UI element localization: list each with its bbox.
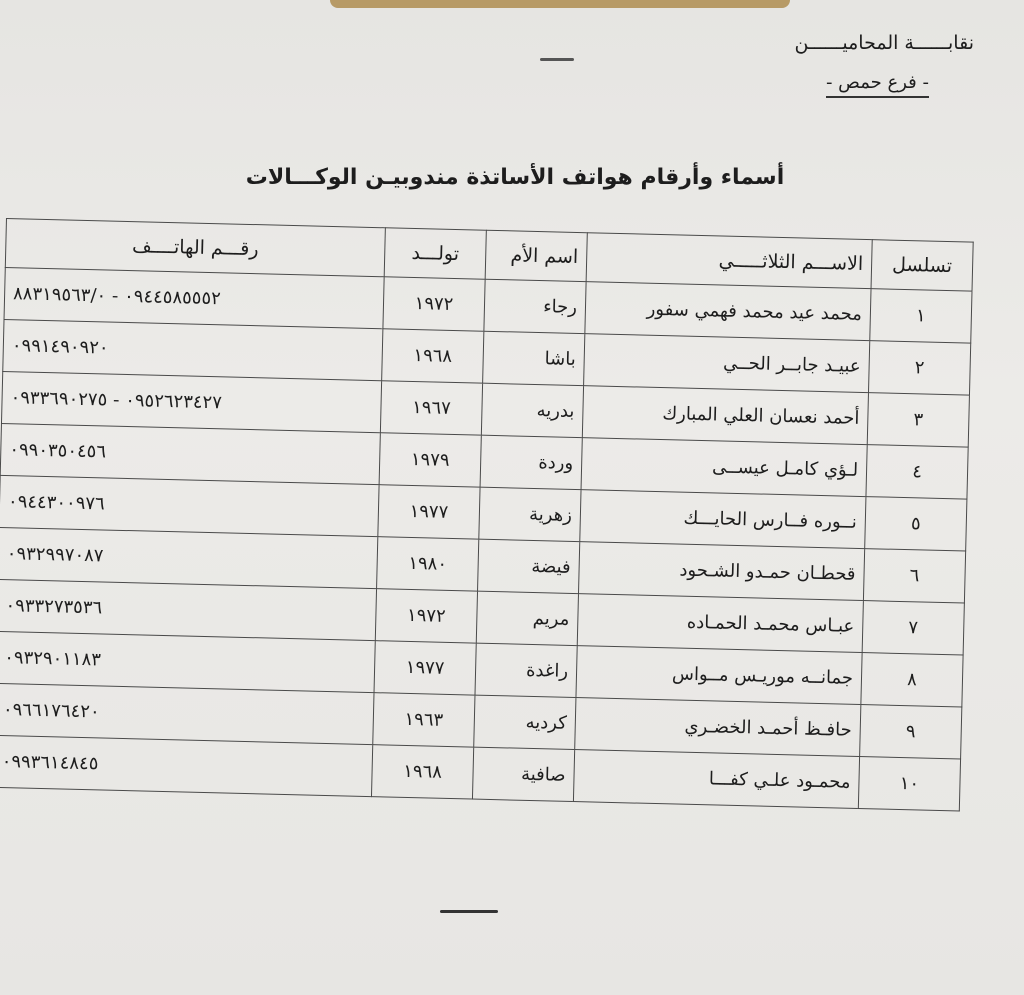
cell-birth: ١٩٦٨ (371, 745, 473, 799)
cell-name: عبـاس محمـد الحمـاده (577, 594, 863, 653)
cell-mother: باشا (483, 331, 585, 385)
cell-serial: ١٠ (858, 757, 960, 811)
cell-name: جمانــه موريـس مــواس (576, 646, 862, 705)
cell-name: محمـود علـي كفـــا (573, 750, 859, 809)
cell-name: حافـظ أحمـد الخضـري (575, 698, 861, 757)
cell-phone: ٠٩٤٤٣٠٠٩٧٦ (0, 475, 379, 536)
header-phone: رقـــم الهاتــــف (5, 219, 385, 277)
cell-birth: ١٩٦٧ (380, 381, 482, 435)
cell-birth: ١٩٧٩ (379, 433, 481, 487)
cell-name: لـؤي كامـل عيســى (581, 438, 867, 497)
document-title: أسماء وأرقام هواتف الأساتذة مندوبيـن الوكـــالات (245, 165, 785, 190)
cell-serial: ٤ (866, 445, 968, 499)
cell-birth: ١٩٧٧ (378, 485, 480, 539)
cell-birth: ١٩٦٣ (373, 693, 475, 747)
cell-mother: وردة (480, 435, 582, 489)
cell-name: محمد عيد محمد فهمي سفور (585, 282, 871, 341)
cell-serial: ٥ (865, 497, 967, 551)
cell-serial: ٢ (868, 341, 970, 395)
branch-name: - فرع حمص - (826, 72, 929, 98)
agents-table (0, 218, 974, 811)
cell-name: قحطـان حمـدو الشـحود (578, 542, 864, 601)
cell-serial: ٨ (861, 653, 963, 707)
header-name: الاســـم الثلاثـــــي (586, 233, 872, 289)
pen-mark (440, 910, 498, 913)
cell-mother: فيضة (478, 539, 580, 593)
cell-mother: راغدة (475, 643, 577, 697)
header-serial: تسلسل (871, 240, 973, 291)
cell-serial: ٩ (860, 705, 962, 759)
cell-phone: ٠٩٣٣٢٧٣٥٣٦ (0, 579, 377, 640)
cell-phone: ٠٩٩٠٣٥٠٤٥٦ (0, 423, 380, 484)
cell-phone: ٠٩٦٦١٧٦٤٢٠ (0, 683, 374, 744)
cell-mother: كرديه (474, 695, 576, 749)
header-birth: تولـــد (384, 228, 486, 279)
cell-mother: زهرية (479, 487, 581, 541)
cell-birth: ١٩٧٧ (374, 641, 476, 695)
header-mother: اسم الأم (485, 230, 587, 281)
cell-serial: ٧ (862, 601, 964, 655)
cell-phone: ٠٩٥٢٦٢٣٤٢٧ - ٠٩٣٣٦٩٠٢٧٥ (1, 371, 381, 432)
cell-phone: ٠٩٩١٤٩٠٩٢٠ (3, 319, 383, 380)
cell-birth: ١٩٧٢ (375, 589, 477, 643)
cell-name: أحمد نعسان العلي المبارك (582, 386, 868, 445)
cell-birth: ١٩٧٢ (383, 277, 485, 331)
organization-name: نقابــــــة المحاميــــــن (794, 32, 974, 54)
pen-mark (540, 58, 574, 61)
cell-mother: صافية (472, 747, 574, 801)
paper-edge (330, 0, 790, 8)
cell-birth: ١٩٨٠ (377, 537, 479, 591)
cell-phone: ٠٩٤٤٥٨٥٥٥٢ - ٨٨٣١٩٥٦٣/٠ (4, 267, 384, 328)
cell-serial: ٣ (867, 393, 969, 447)
cell-phone: ٠٩٣٢٩٠١١٨٣ (0, 631, 375, 692)
cell-mother: رجاء (484, 279, 586, 333)
cell-mother: بدريه (481, 383, 583, 437)
cell-mother: مريم (476, 591, 578, 645)
cell-phone: ٠٩٣٢٩٩٧٠٨٧ (0, 527, 378, 588)
cell-serial: ١ (870, 289, 972, 343)
cell-name: عبيـد جابــر الحــي (584, 334, 870, 393)
cell-serial: ٦ (863, 549, 965, 603)
cell-name: نــوره فــارس الحايـــك (580, 490, 866, 549)
cell-phone: ٠٩٩٣٦١٤٨٤٥ (0, 735, 373, 796)
cell-birth: ١٩٦٨ (382, 329, 484, 383)
